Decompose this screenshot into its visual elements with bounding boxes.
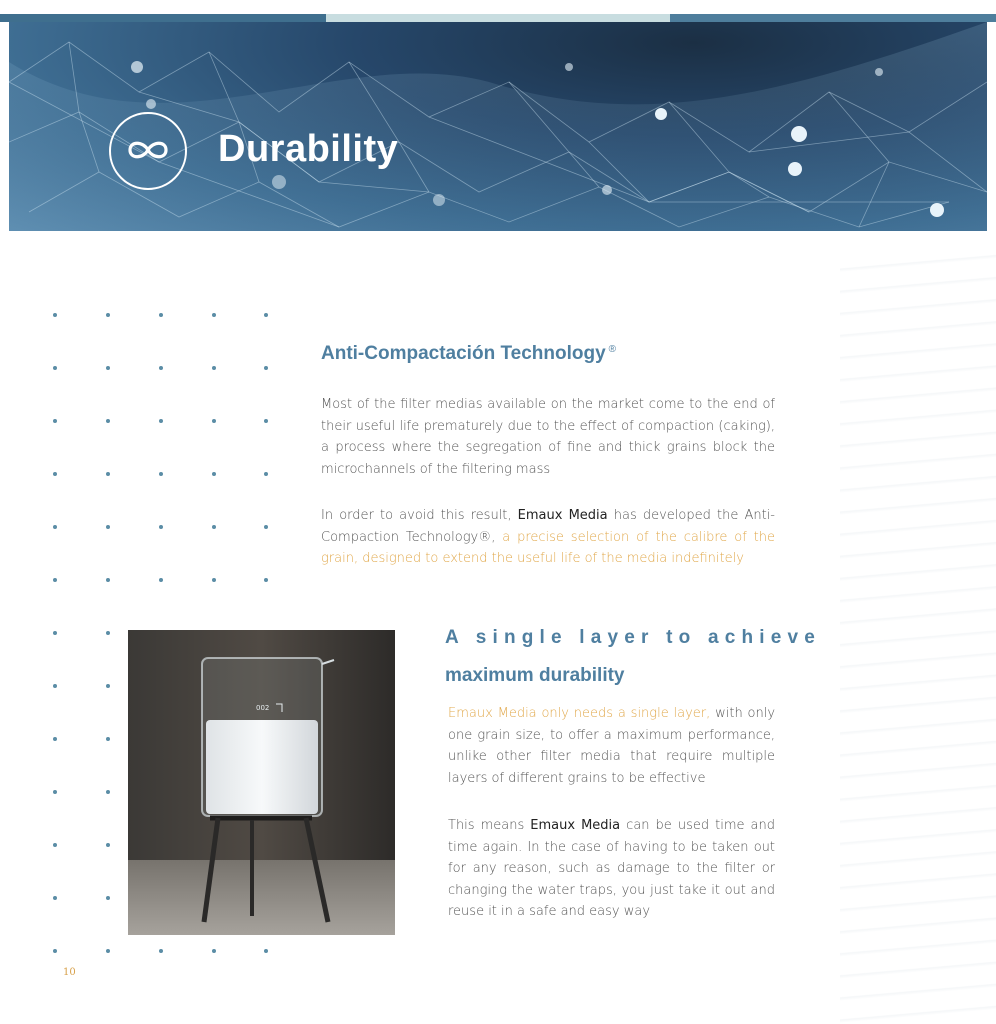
decorative-dot — [264, 578, 268, 582]
decorative-dot — [159, 313, 163, 317]
infinity-icon — [125, 136, 171, 164]
decorative-dot — [106, 631, 110, 635]
top-bar-segment-dark — [0, 14, 326, 22]
decorative-dot — [264, 366, 268, 370]
brand-name: Emaux Media — [530, 818, 621, 833]
paragraph-text: with only one grain size, to offer a maximum performance, unlike other filter media that require multiple layers of different grains to be effective — [448, 706, 776, 786]
decorative-dot — [106, 472, 110, 476]
decorative-dot — [53, 684, 57, 688]
section-subtitle-durability: maximum durability — [445, 665, 625, 686]
decorative-dot — [106, 737, 110, 741]
decorative-dot — [264, 949, 268, 953]
top-bar-segment-light — [326, 14, 670, 22]
decorative-dot — [53, 419, 57, 423]
decorative-dot — [159, 366, 163, 370]
decorative-dot — [212, 578, 216, 582]
infinity-badge — [109, 112, 187, 190]
paragraph-text: has developed the Anti-Compaction Technology®, — [321, 508, 775, 545]
paragraph-compaction: Most of the filter medias available on the market come to the end of their useful life prematurely due to the effect of compaction (caking), a process where the segregation of fine and thick grains block the microchannels of the filtering mass — [321, 397, 775, 477]
decorative-dot — [53, 366, 57, 370]
decorative-dot — [53, 578, 57, 582]
decorative-dot — [264, 313, 268, 317]
background-texture — [840, 250, 996, 1024]
decorative-dot — [53, 472, 57, 476]
decorative-dot — [159, 578, 163, 582]
decorative-dot — [106, 790, 110, 794]
paragraph-text: can be used time and time again. In the case of having to be taken out for any reason, such as damage to the filter or changing the water traps, you just take it out and reuse it in a safe and easy way — [448, 818, 775, 920]
decorative-dot — [264, 472, 268, 476]
beaker-illustration — [128, 630, 395, 935]
section-title-anti-compaction — [321, 343, 616, 365]
decorative-dot — [106, 419, 110, 423]
decorative-dot — [212, 949, 216, 953]
decorative-dot — [53, 525, 57, 529]
registered-mark: ® — [608, 343, 617, 355]
page-number: 10 — [63, 967, 76, 978]
decorative-dot — [212, 313, 216, 317]
decorative-dot — [106, 843, 110, 847]
decorative-dot — [212, 525, 216, 529]
paragraph-single-layer — [448, 703, 775, 789]
decorative-dot — [264, 525, 268, 529]
paragraph-reuse — [448, 815, 775, 923]
decorative-dot — [159, 472, 163, 476]
decorative-dot — [212, 419, 216, 423]
decorative-dot — [53, 949, 57, 953]
section-title-single-layer: A single layer to achieve — [445, 627, 822, 648]
section-title-text: Anti-Compactación Technology — [321, 343, 606, 364]
decorative-dot — [106, 366, 110, 370]
decorative-dot — [106, 525, 110, 529]
top-color-bar — [0, 14, 996, 22]
decorative-dot — [264, 419, 268, 423]
decorative-dot — [159, 525, 163, 529]
decorative-dot — [212, 472, 216, 476]
top-bar-segment-blue — [670, 14, 996, 22]
decorative-dot — [53, 631, 57, 635]
banner-title: Durability — [218, 128, 399, 170]
paragraph-anti-compaction — [321, 505, 775, 570]
decorative-dot — [106, 313, 110, 317]
decorative-dot — [106, 949, 110, 953]
decorative-dot — [53, 790, 57, 794]
banner — [9, 22, 987, 231]
decorative-dot — [212, 366, 216, 370]
decorative-dot — [53, 843, 57, 847]
highlight-text: only needs a single layer, — [536, 706, 711, 721]
decorative-dot — [159, 949, 163, 953]
decorative-dot — [53, 313, 57, 317]
decorative-dot — [106, 684, 110, 688]
beaker-photo — [128, 630, 395, 935]
brand-name: Emaux Media — [448, 706, 537, 721]
decorative-dot — [106, 896, 110, 900]
decorative-dot — [53, 896, 57, 900]
decorative-dot — [53, 737, 57, 741]
paragraph-text: In order to avoid this result, — [321, 508, 518, 523]
brand-name: Emaux Media — [517, 508, 608, 523]
highlight-text: a precise selection of the calibre of the grain, designed to extend the useful life of the media indefinitely — [321, 529, 775, 567]
beaker-mark: 002 — [256, 704, 270, 712]
paragraph-text: This means — [448, 818, 531, 833]
decorative-dot — [159, 419, 163, 423]
decorative-dot — [106, 578, 110, 582]
